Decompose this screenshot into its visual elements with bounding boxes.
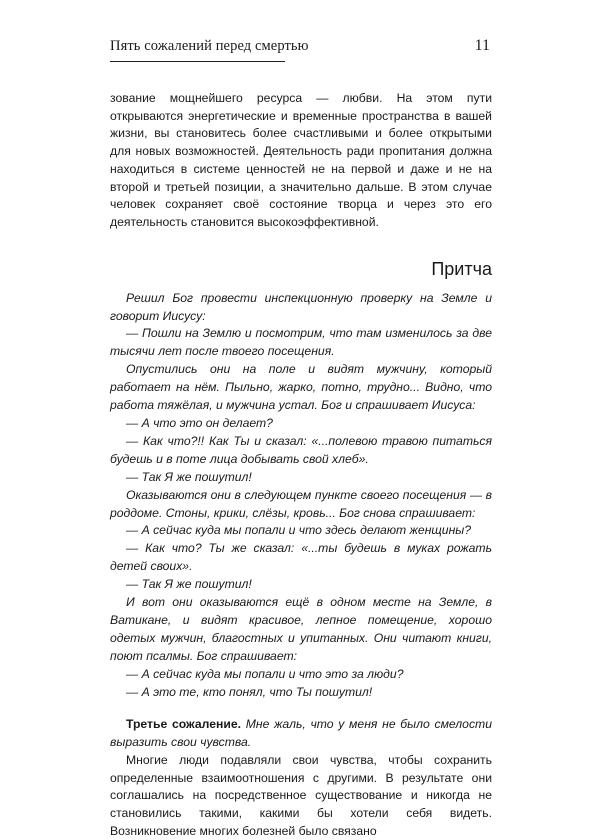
third-regret-heading bbox=[110, 716, 492, 751]
page-number: 11 bbox=[474, 37, 490, 54]
section-title: Притча bbox=[431, 258, 492, 279]
third-regret-paragraph: Многие люди подавляли свои чувства, чтобы сохранить определенные взаимоотношения с другими. В результате они соглашались на посредственное существование и никогда не становились такими, какими бы хотели себя видеть. Возникновение многих болезней было связано bbox=[110, 752, 492, 838]
page-header bbox=[110, 34, 492, 74]
parable-line: — Пошли на Землю и посмотрим, что там изменилось за две тысячи лет после твоего посещения. bbox=[110, 326, 492, 359]
third-regret-text: Мне жаль, что у меня не было смелости выразить свои чувства. bbox=[110, 717, 492, 750]
third-regret-label: Третье сожаление. bbox=[126, 717, 241, 732]
third-regret-section bbox=[110, 716, 492, 840]
parable-line: — А сейчас куда мы попали и что здесь делают женщины? bbox=[126, 523, 472, 538]
parable-line: — Как что? Ты же сказал: «...ты будешь в муках рожать детей своих». bbox=[110, 541, 492, 574]
parable-line: — А что это он делает? bbox=[126, 415, 273, 430]
intro-paragraph: зование мощнейшего ресурса — любви. На этом пути открываются энергетические и временные пространства в вашей жизни, вы становитесь более счастливыми и более открытыми для новых возможностей. Деятельность ради пропитания должна находиться в системе ценностей не на первой и даже и не на второй и третьей позиции, а значительно дальше. В этом случае человек сохраняет своё состояние творца и через это его деятельность становится высокоэффективной. bbox=[110, 91, 492, 229]
parable-line: — А это те, кто понял, что Ты пошутил! bbox=[126, 684, 373, 699]
page-content bbox=[110, 90, 492, 840]
parable-line: — Как что?!! Как Ты и сказал: «...полевою травою питаться будешь и в поте лица добывать свой хлеб». bbox=[110, 433, 492, 466]
parable-line: И вот они оказываются ещё в одном месте на Земле, в Ватикане, и видят красивое, лепное помещение, хорошо одетых мужчин, благостных и упитанных. Они читают книги, поют псалмы. Бог спрашивает: bbox=[110, 595, 492, 663]
parable-line: Опустились они на поле и видят мужчину, который работает на нём. Пыльно, жарко, потно, трудно... Видно, что работа тяжёлая, и мужчина устал. Бог и спрашивает Иисуса: bbox=[110, 362, 492, 413]
header-rule bbox=[110, 61, 285, 62]
parable-line: — А сейчас куда мы попали и что это за люди? bbox=[126, 666, 404, 681]
parable-text bbox=[110, 290, 492, 702]
parable-line: — Так Я же пошутил! bbox=[126, 469, 252, 484]
parable-line: Оказываются они в следующем пункте своего посещения — в роддоме. Стоны, крики, слёзы, кровь... Бог снова спрашивает: bbox=[110, 487, 492, 520]
parable-line: Решил Бог провести инспекционную проверку на Земле и говорит Иисусу: bbox=[110, 290, 492, 323]
running-title: Пять сожалений перед смертью bbox=[110, 38, 309, 54]
parable-line: — Так Я же пошутил! bbox=[126, 577, 252, 592]
